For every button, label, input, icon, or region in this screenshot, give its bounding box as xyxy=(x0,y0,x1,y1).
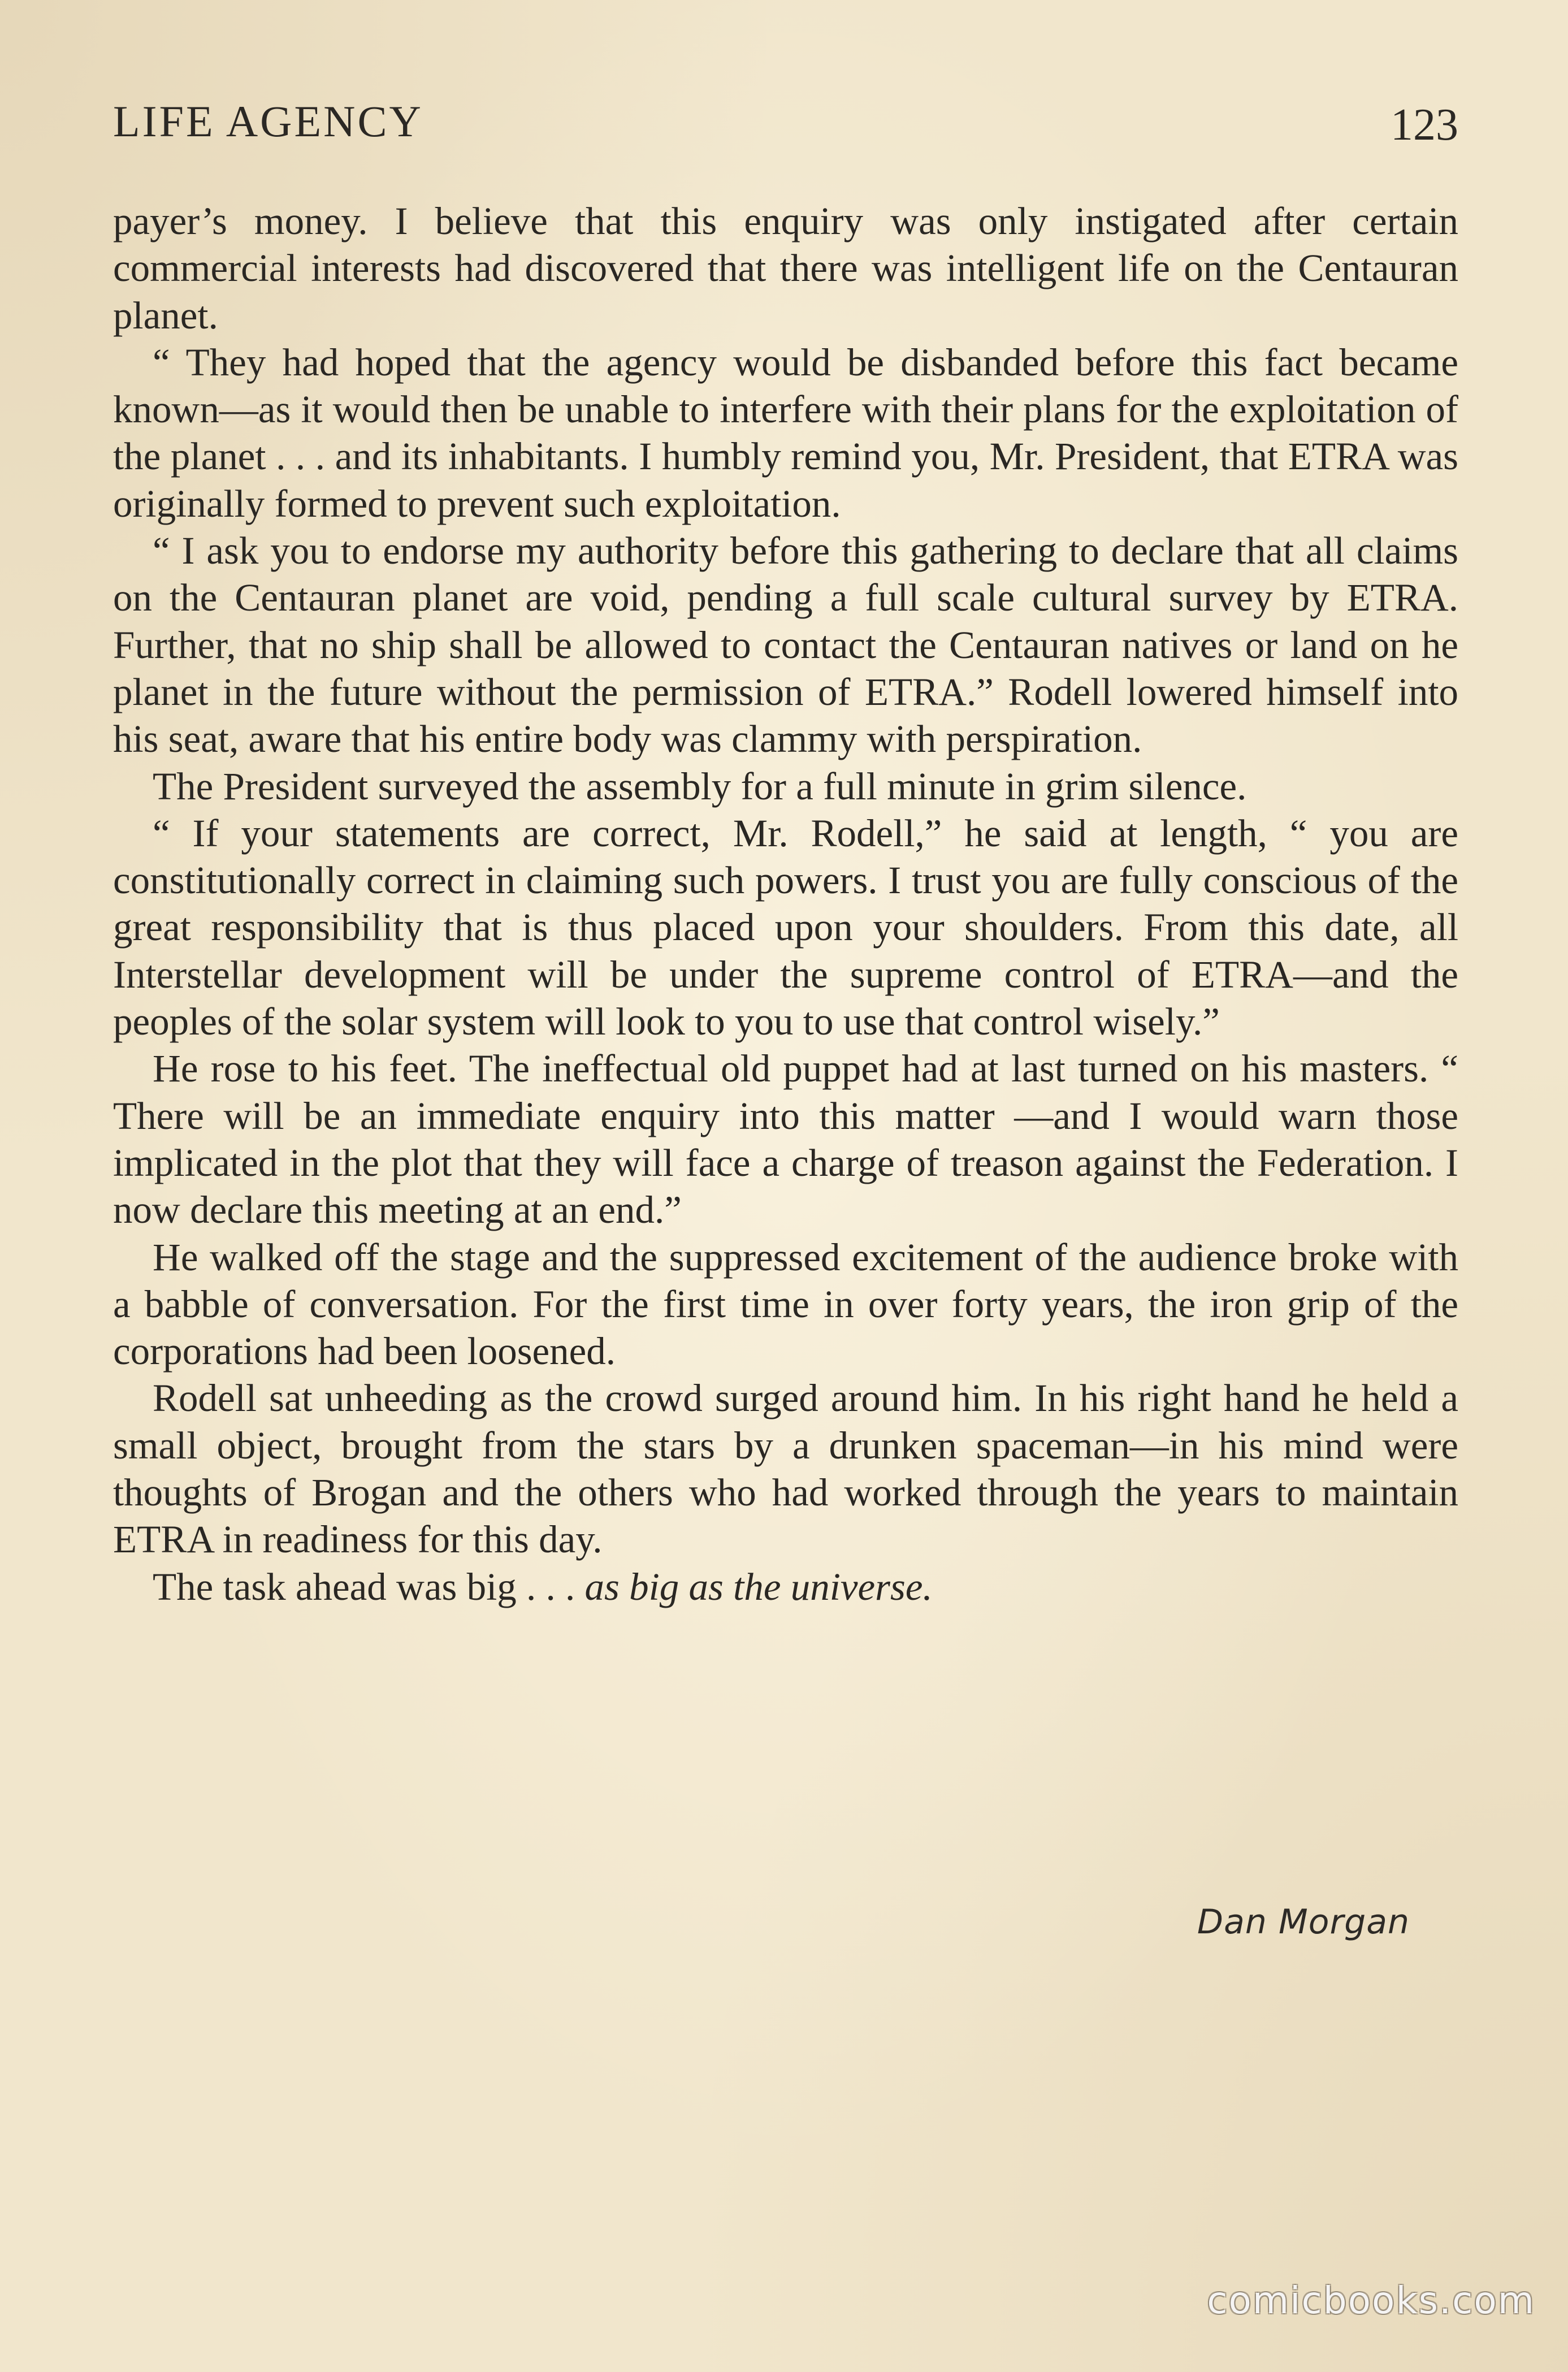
closing-lead: The task ahead was big . . . xyxy=(153,1565,585,1608)
paragraph-6: He rose to his feet. The ineffectual old puppet had at last turned on his masters. “ There will be an immediate enquiry into this matter —and I would warn those implicated in the plot that they will face a charge of treason against the Federation. I now declare this meeting at an end.” xyxy=(113,1047,1458,1232)
paragraph-5: “ If your statements are correct, Mr. Rodell,” he said at length, “ you are constitutionally correct in claiming such powers. I trust you are fully conscious of the great responsibility that is thus placed upon your shoulders. From this date, all Interstellar development will be under the supreme control of ETRA—and the peoples of the solar system will look to you to use that control wisely.” xyxy=(113,811,1458,1044)
watermark: comicbooks.com xyxy=(1207,2279,1535,2322)
closing-italic: as big as the universe. xyxy=(584,1565,933,1608)
running-head xyxy=(113,90,1458,153)
closing-paragraph xyxy=(113,1564,1458,1611)
paragraph-4: The President surveyed the assembly for a full minute in grim silence. xyxy=(153,764,1247,808)
running-title: LIFE AGENCY xyxy=(113,97,423,146)
paragraph-2: “ They had hoped that the agency would be disbanded before this fact became known—as it would then be unable to interfere with their plans for the exploitation of the planet . . . and its inhabitants. I humbly remind you, Mr. President, that ETRA was originally formed to prevent such exploitation. xyxy=(113,340,1458,525)
paragraph-8: Rodell sat unheeding as the crowd surged around him. In his right hand he held a small object, brought from the stars by a drunken spaceman—in his mind were thoughts of Brogan and the others who had worked through the years to maintain ETRA in readiness for this day. xyxy=(113,1377,1458,1561)
story-text xyxy=(113,198,1458,1611)
author-signature: Dan Morgan xyxy=(1197,1902,1410,1942)
paragraph-1: payer’s money. I believe that this enquiry was only instigated after certain commercial interests had discovered that there was intelligent life on the Centauran planet. xyxy=(113,200,1458,337)
paragraph-3: “ I ask you to endorse my authority before this gathering to declare that all claims on the Centauran planet are void, pending a full scale cultural survey by ETRA. Further, that no ship shall be allowed to contact the Centauran natives or land on he planet in the future without the permission of ETRA.” Rodell lowered himself into his seat, aware that his entire body was clammy with perspiration. xyxy=(113,529,1458,761)
paragraph-7: He walked off the stage and the suppressed excitement of the audience broke with a babble of conversation. For the first time in over forty years, the iron grip of the corporations had been loosened. xyxy=(113,1235,1458,1373)
page-number: 123 xyxy=(1391,100,1458,150)
